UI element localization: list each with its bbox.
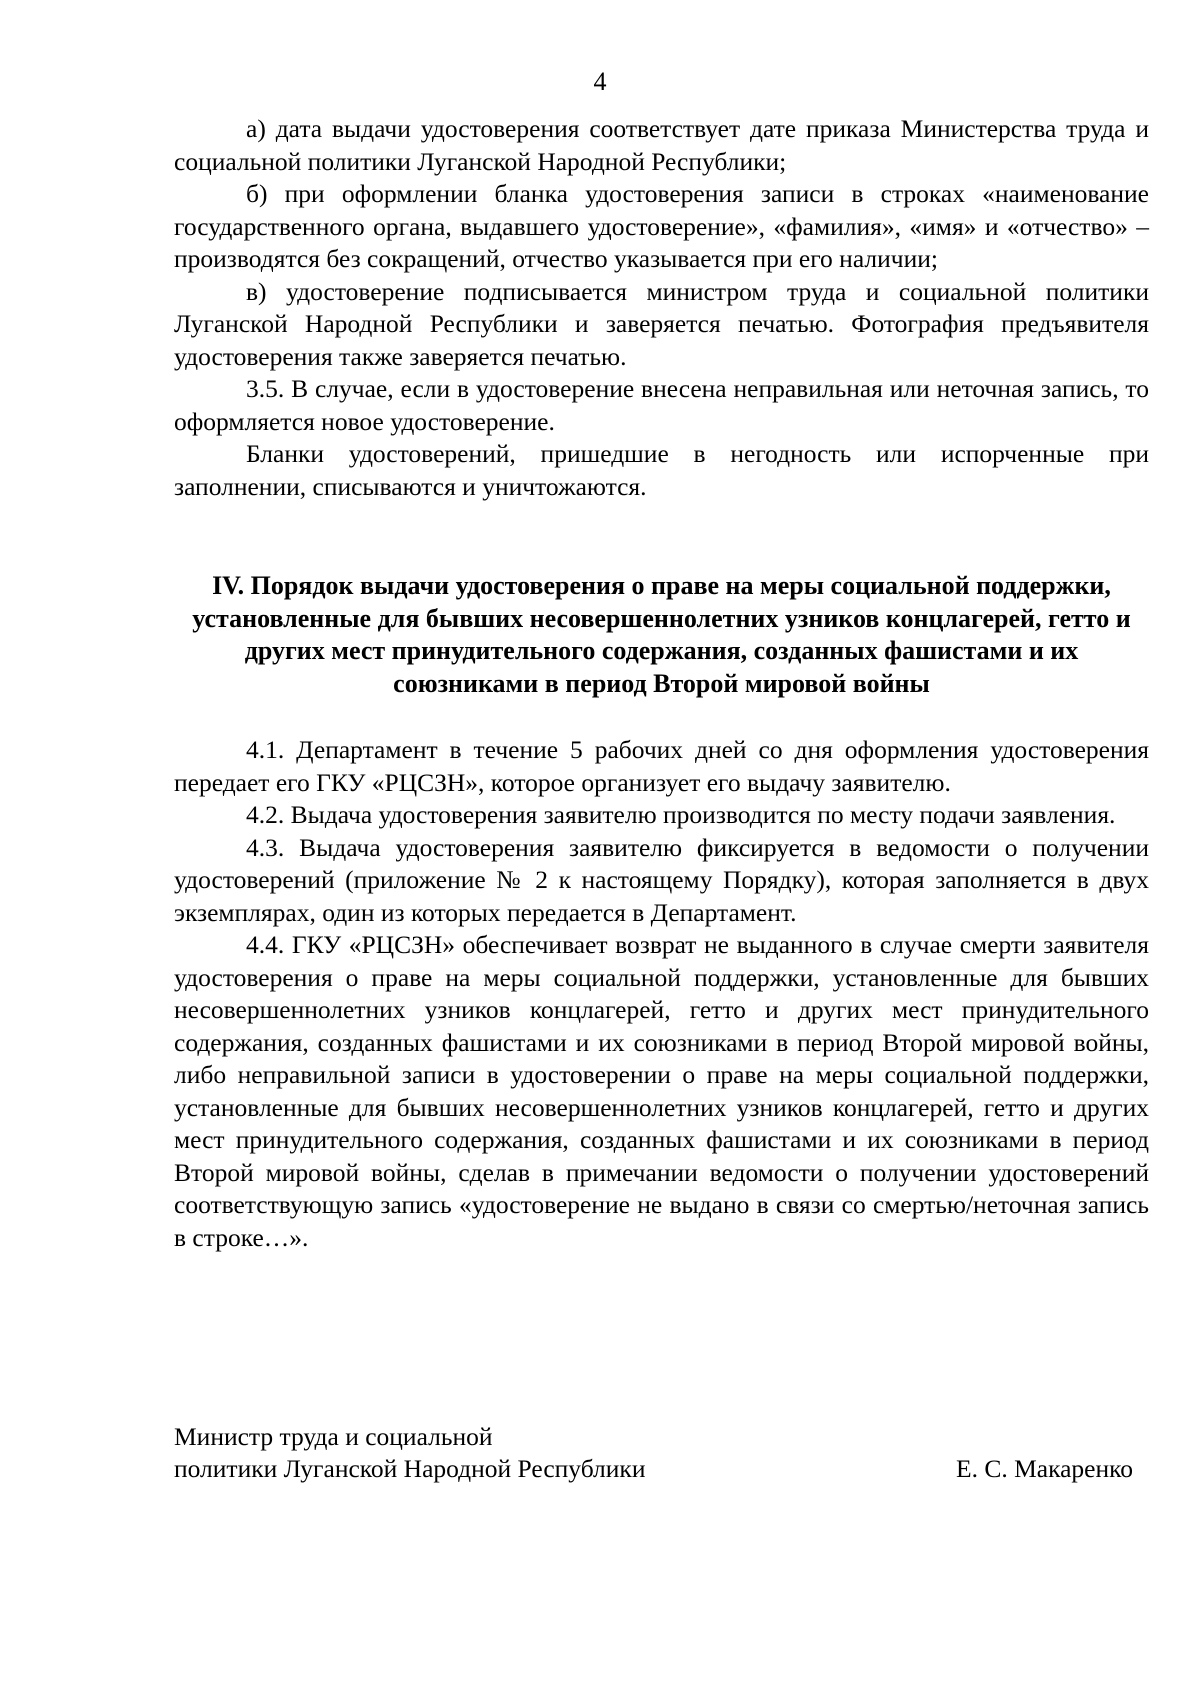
signature-row [174,1453,1149,1485]
section-4-heading: IV. Порядок выдачи удостоверения о праве на меры социальной поддержки, установленные для бывших несовершеннолетних узников концлагерей, гетто и других мест принудительного содержания, созданных фашистами и их союзниками в период Второй мировой войны [192,571,1131,698]
signatory-name: Е. С. Макаренко [956,1454,1133,1483]
paragraph-4-3: 4.3. Выдача удостоверения заявителю фиксируется в ведомости о получении удостоверений (приложение № 2 к настоящему Порядку), которая заполняется в двух экземплярах, один из которых передается в Департамент. [174,832,1149,927]
paragraph-4-1: 4.1. Департамент в течение 5 рабочих дней со дня оформления удостоверения передает его ГКУ «РЦСЗН», которое организует его выдачу заявителю. [174,735,1149,797]
section-3-continuation [174,113,1149,503]
paragraph-3-4-a: а) дата выдачи удостоверения соответствует дате приказа Министерства труда и социальной политики Луганской Народной Республики; [174,114,1149,176]
paragraph-4-2: 4.2. Выдача удостоверения заявителю производится по месту подачи заявления. [246,800,1116,829]
signatory-position-line-2: политики Луганской Народной Республики [174,1454,646,1483]
paragraph-4-4: 4.4. ГКУ «РЦСЗН» обеспечивает возврат не выданного в случае смерти заявителя удостоверения о праве на меры социальной поддержки, установленные для бывших несовершеннолетних узников концлагерей, гетто и других мест принудительного содержания, созданных фашистами и их союзниками в период Второй мировой войны, либо неправильной записи в удостоверении о праве на меры социальной поддержки, установленные для бывших несовершеннолетних узников концлагерей, гетто и других мест принудительного содержания, созданных фашистами и их союзниками в период Второй мировой войны, сделав в примечании ведомости о получении удостоверений соответствующую запись «удостоверение не выдано в связи со смертью/неточная запись в строке…». [174,930,1149,1252]
section-4-body [174,734,1149,1254]
paragraph-blanks: Бланки удостоверений, пришедшие в негодность или испорченные при заполнении, списываются и уничтожаются. [174,439,1149,501]
page-number: 4 [593,67,607,96]
signatory-position-line-1: Министр труда и социальной [174,1422,493,1451]
signature-block [174,1421,1149,1485]
paragraph-3-4-b: б) при оформлении бланка удостоверения записи в строках «наименование государственного органа, выдавшего удостоверение», «фамилия», «имя» и «отчество» – производятся без сокращений, отчество указывается при его наличии; [174,179,1149,273]
paragraph-3-4-v: в) удостоверение подписывается министром труда и социальной политики Луганской Народной Республики и заверяется печатью. Фотография предъявителя удостоверения также заверяется печатью. [174,276,1149,371]
paragraph-3-5: 3.5. В случае, если в удостоверение внесена неправильная или неточная запись, то оформляется новое удостоверение. [174,374,1149,436]
